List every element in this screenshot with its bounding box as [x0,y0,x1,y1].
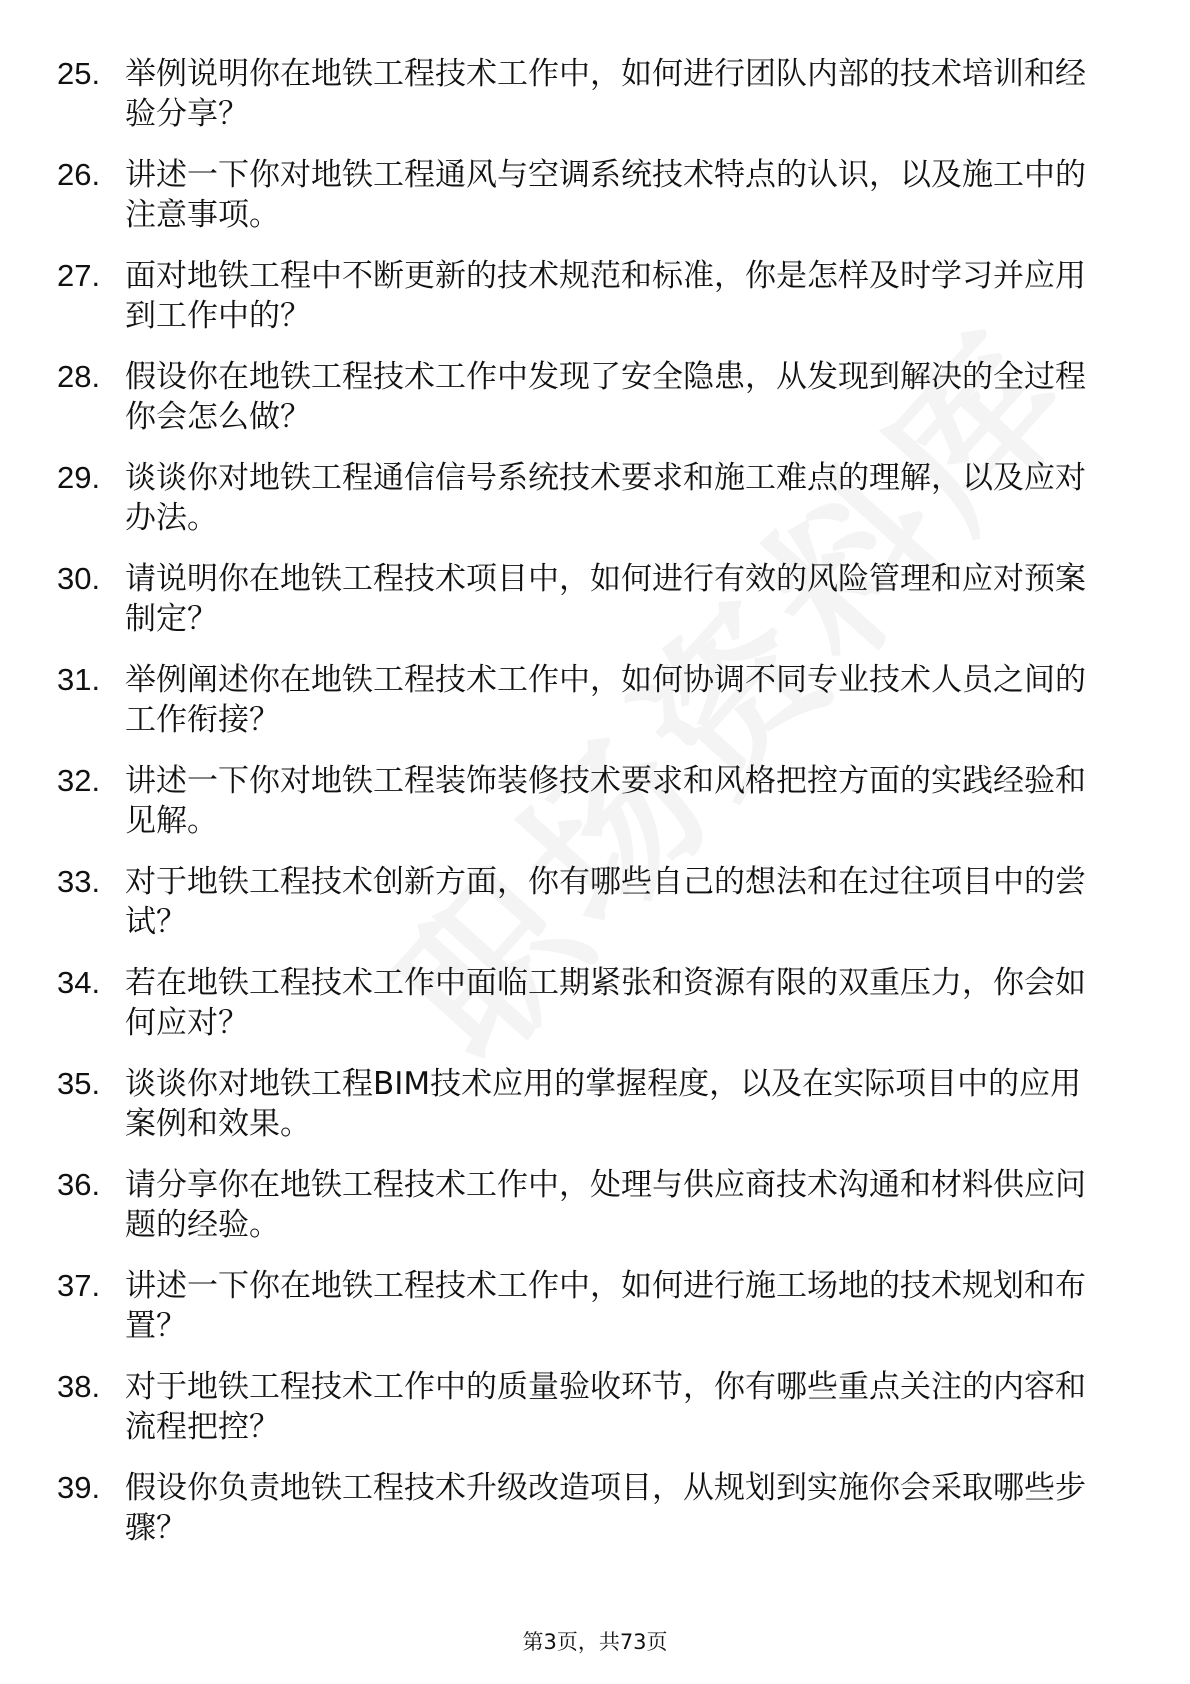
question-text: 讲述一下你对地铁工程通风与空调系统技术特点的认识，以及施工中的注意事项。 [125,157,1086,233]
question-number: 29. [57,460,101,495]
page-footer: 第3页，共73页 [522,1630,668,1654]
question-text: 对于地铁工程技术创新方面，你有哪些自己的想法和在过往项目中的尝试？ [125,864,1086,940]
question-list [0,48,1190,1563]
question-item [0,1462,1190,1563]
question-text: 假设你负责地铁工程技术升级改造项目，从规划到实施你会采取哪些步骤？ [125,1470,1086,1546]
question-item [0,250,1190,351]
question-item [0,351,1190,452]
question-item [0,48,1190,149]
question-item [0,1058,1190,1159]
question-number: 33. [57,864,101,899]
question-item [0,856,1190,957]
question-item [0,452,1190,553]
question-text: 若在地铁工程技术工作中面临工期紧张和资源有限的双重压力，你会如何应对？ [125,965,1086,1041]
question-number: 30. [57,561,101,596]
question-number: 32. [57,763,101,798]
question-number: 37. [57,1268,101,1303]
question-number: 31. [57,662,101,697]
question-item [0,957,1190,1058]
question-text: 面对地铁工程中不断更新的技术规范和标准，你是怎样及时学习并应用到工作中的？ [125,258,1086,334]
question-text: 谈谈你对地铁工程BIM技术应用的掌握程度，以及在实际项目中的应用案例和效果。 [125,1066,1082,1142]
question-number: 36. [57,1167,101,1202]
question-number: 38. [57,1369,101,1404]
question-number: 34. [57,965,101,1000]
question-item [0,1159,1190,1260]
question-text: 讲述一下你对地铁工程装饰装修技术要求和风格把控方面的实践经验和见解。 [125,763,1086,839]
question-number: 28. [57,359,101,394]
question-number: 35. [57,1066,101,1101]
question-text: 假设你在地铁工程技术工作中发现了安全隐患，从发现到解决的全过程你会怎么做？ [125,359,1086,435]
question-number: 26. [57,157,101,192]
question-item [0,149,1190,250]
question-text: 请分享你在地铁工程技术工作中，处理与供应商技术沟通和材料供应问题的经验。 [125,1167,1086,1243]
question-number: 27. [57,258,101,293]
question-text: 举例阐述你在地铁工程技术工作中，如何协调不同专业技术人员之间的工作衔接？ [125,662,1086,738]
question-text: 请说明你在地铁工程技术项目中，如何进行有效的风险管理和应对预案制定？ [125,561,1086,637]
question-item [0,654,1190,755]
question-text: 谈谈你对地铁工程通信信号系统技术要求和施工难点的理解，以及应对办法。 [125,460,1086,536]
question-text: 讲述一下你在地铁工程技术工作中，如何进行施工场地的技术规划和布置？ [125,1268,1086,1344]
question-item [0,1260,1190,1361]
question-item [0,1361,1190,1462]
question-text: 举例说明你在地铁工程技术工作中，如何进行团队内部的技术培训和经验分享？ [125,56,1086,132]
question-number: 25. [57,56,101,91]
question-text: 对于地铁工程技术工作中的质量验收环节，你有哪些重点关注的内容和流程把控？ [125,1369,1086,1445]
question-item [0,553,1190,654]
question-number: 39. [57,1470,101,1505]
question-item [0,755,1190,856]
